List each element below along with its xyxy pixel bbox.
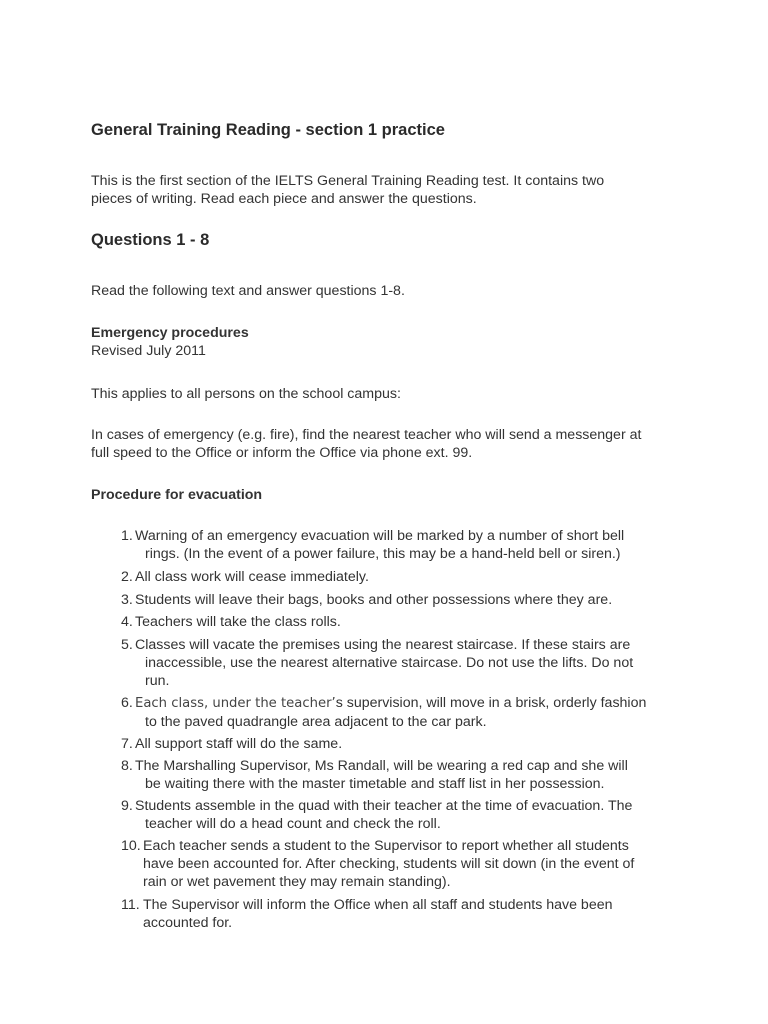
applies-text: This applies to all persons on the school campus: <box>91 386 401 402</box>
intro-paragraph <box>91 172 604 208</box>
step-line: Teachers will take the class rolls. <box>135 614 341 630</box>
step-number: 1. <box>121 528 133 544</box>
document-title: Emergency procedures <box>91 325 249 341</box>
step-line <box>135 694 681 713</box>
step-line: The Marshalling Supervisor, Ms Randall, will be wearing a red cap and she will <box>135 758 628 774</box>
step-text <box>121 591 681 609</box>
step-line: Students assemble in the quad with their teacher at the time of evacuation. The <box>135 798 633 814</box>
emergency-line: full speed to the Office or inform the Office via phone ext. 99. <box>91 445 473 461</box>
step-number: 7. <box>121 736 133 752</box>
step-lead-text: Each class, under the teacher’ <box>135 696 336 711</box>
list-item <box>121 735 681 753</box>
step-line: teacher will do a head count and check the roll. <box>145 816 441 832</box>
list-item <box>121 568 681 586</box>
step-line: Classes will vacate the premises using the nearest staircase. If these stairs are <box>135 637 631 653</box>
emergency-paragraph <box>91 426 641 462</box>
list-item <box>121 837 681 891</box>
step-number: 9. <box>121 798 133 814</box>
list-item <box>121 797 681 833</box>
list-item <box>121 757 681 793</box>
step-number: 2. <box>121 569 133 585</box>
step-line: Each teacher sends a student to the Supervisor to report whether all students <box>143 838 629 854</box>
step-text <box>121 527 681 563</box>
step-text <box>121 568 681 586</box>
step-line: Warning of an emergency evacuation will be marked by a number of short bell <box>135 528 625 544</box>
step-line: rings. (In the event of a power failure, this may be a hand-held bell or siren.) <box>145 546 621 562</box>
step-number: 3. <box>121 592 133 608</box>
step-text <box>121 636 681 690</box>
step-text <box>121 694 681 731</box>
step-number: 5. <box>121 637 133 653</box>
step-text <box>121 613 681 631</box>
step-line: run. <box>145 673 170 689</box>
step-line: The Supervisor will inform the Office when all staff and students have been <box>143 897 613 913</box>
step-line: Students will leave their bags, books and other possessions where they are. <box>135 592 613 608</box>
questions-heading: Questions 1 - 8 <box>91 231 210 249</box>
step-text <box>121 735 681 753</box>
step-line: rain or wet pavement they may remain standing). <box>143 874 451 890</box>
procedure-heading: Procedure for evacuation <box>91 487 263 503</box>
step-number: 8. <box>121 758 133 774</box>
intro-line: This is the first section of the IELTS General Training Reading test. It contains two <box>91 173 605 189</box>
step-line: inaccessible, use the nearest alternative staircase. Do not use the lifts. Do not <box>145 655 634 671</box>
step-line: have been accounted for. After checking, students will sit down (in the event of <box>143 856 635 872</box>
step-number: 10. <box>121 838 141 854</box>
step-text <box>121 797 681 833</box>
step-number: 4. <box>121 614 133 630</box>
step-line: All support staff will do the same. <box>135 736 343 752</box>
step-text <box>121 837 681 891</box>
list-item <box>121 694 681 731</box>
list-item <box>121 591 681 609</box>
step-line: accounted for. <box>143 915 233 931</box>
step-text <box>121 757 681 793</box>
list-item <box>121 896 681 932</box>
step-text <box>121 896 681 932</box>
list-item <box>121 527 681 563</box>
list-item <box>121 613 681 631</box>
list-item <box>121 636 681 690</box>
step-number: 11. <box>121 897 140 913</box>
emergency-line: In cases of emergency (e.g. fire), find the nearest teacher who will send a messenger at <box>91 427 642 443</box>
step-line: to the paved quadrangle area adjacent to the car park. <box>145 714 487 730</box>
document-revised-date: Revised July 2011 <box>91 343 206 359</box>
intro-line: pieces of writing. Read each piece and answer the questions. <box>91 191 477 207</box>
step-line-rest: s supervision, will move in a brisk, orderly fashion <box>335 695 647 711</box>
page-title: General Training Reading - section 1 practice <box>91 121 445 139</box>
step-line: be waiting there with the master timetable and staff list in her possession. <box>145 776 605 792</box>
instruction-text: Read the following text and answer questions 1-8. <box>91 283 405 299</box>
step-line: All class work will cease immediately. <box>135 569 369 585</box>
step-number: 6. <box>121 695 133 711</box>
